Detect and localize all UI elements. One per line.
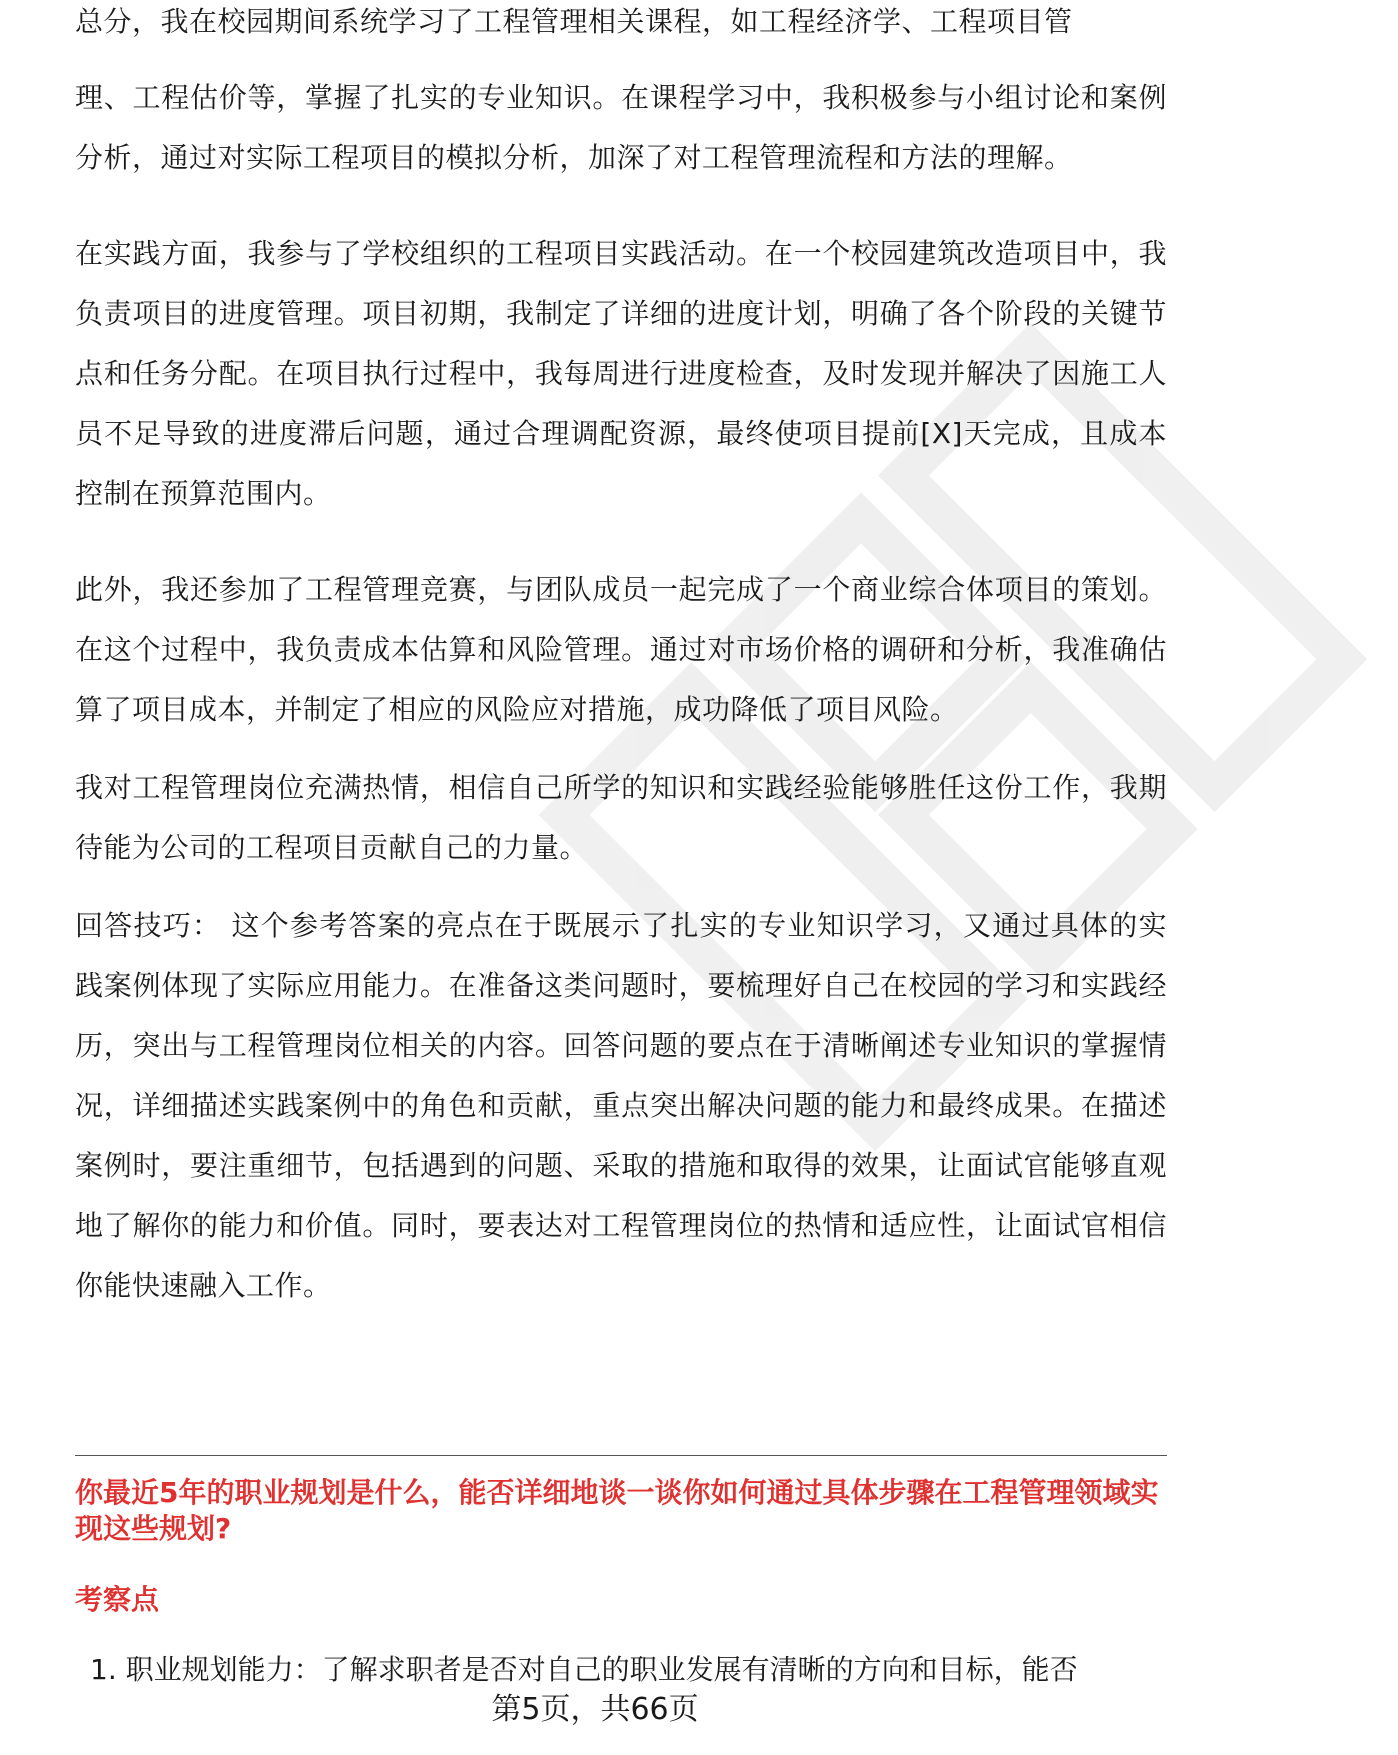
body-content	[75, 20, 1167, 1316]
paragraph-answer-tips: 回答技巧： 这个参考答案的亮点在于既展示了扎实的专业知识学习，又通过具体的实践案例体现了实际应用能力。在准备这类问题时，要梳理好自己在校园的学习和实践经历，突出与工程管理岗位相关的内容。回答问题的要点在于清晰阐述专业知识的掌握情况，详细描述实践案例中的角色和贡献，重点突出解决问题的能力和最终成果。在描述案例时，要注重细节，包括遇到的问题、采取的措施和取得的效果，让面试官能够直观地了解你的能力和价值。同时，要表达对工程管理岗位的热情和适应性，让面试官相信你能快速融入工作。	[75, 909, 1167, 1302]
section-title: 考察点	[75, 1583, 160, 1616]
clipped-text: 总分，我在校园期间系统学习了工程管理相关课程，如工程经济学、工程项目管	[75, 5, 1073, 38]
paragraph-practice: 在实践方面，我参与了学校组织的工程项目实践活动。在一个校园建筑改造项目中，我负责项目的进度管理。项目初期，我制定了详细的进度计划，明确了各个阶段的关键节点和任务分配。在项目执行过程中，我每周进行进度检查，及时发现并解决了因施工人员不足导致的进度滞后问题，通过合理调配资源，最终使项目提前[X]天完成，且成本控制在预算范围内。	[75, 237, 1167, 510]
question-heading: 你最近5年的职业规划是什么，能否详细地谈一谈你如何通过具体步骤在工程管理领域实现这些规划?	[75, 1476, 1159, 1545]
paragraph-competition: 此外，我还参加了工程管理竞赛，与团队成员一起完成了一个商业综合体项目的策划。在这个过程中，我负责成本估算和风险管理。通过对市场价格的调研和分析，我准确估算了项目成本，并制定了相应的风险应对措施，成功降低了项目风险。	[75, 573, 1167, 726]
page-footer: 第5页，共66页	[491, 1692, 699, 1727]
list-item: 1. 职业规划能力：了解求职者是否对自己的职业发展有清晰的方向和目标，能否	[90, 1653, 1078, 1686]
paragraph-enthusiasm: 我对工程管理岗位充满热情，相信自己所学的知识和实践经验能够胜任这份工作，我期待能为公司的工程项目贡献自己的力量。	[75, 771, 1167, 864]
paragraph-coursework: 理、工程估价等，掌握了扎实的专业知识。在课程学习中，我积极参与小组讨论和案例分析，通过对实际工程项目的模拟分析，加深了对工程管理流程和方法的理解。	[75, 81, 1167, 174]
section-divider	[75, 1455, 1167, 1456]
